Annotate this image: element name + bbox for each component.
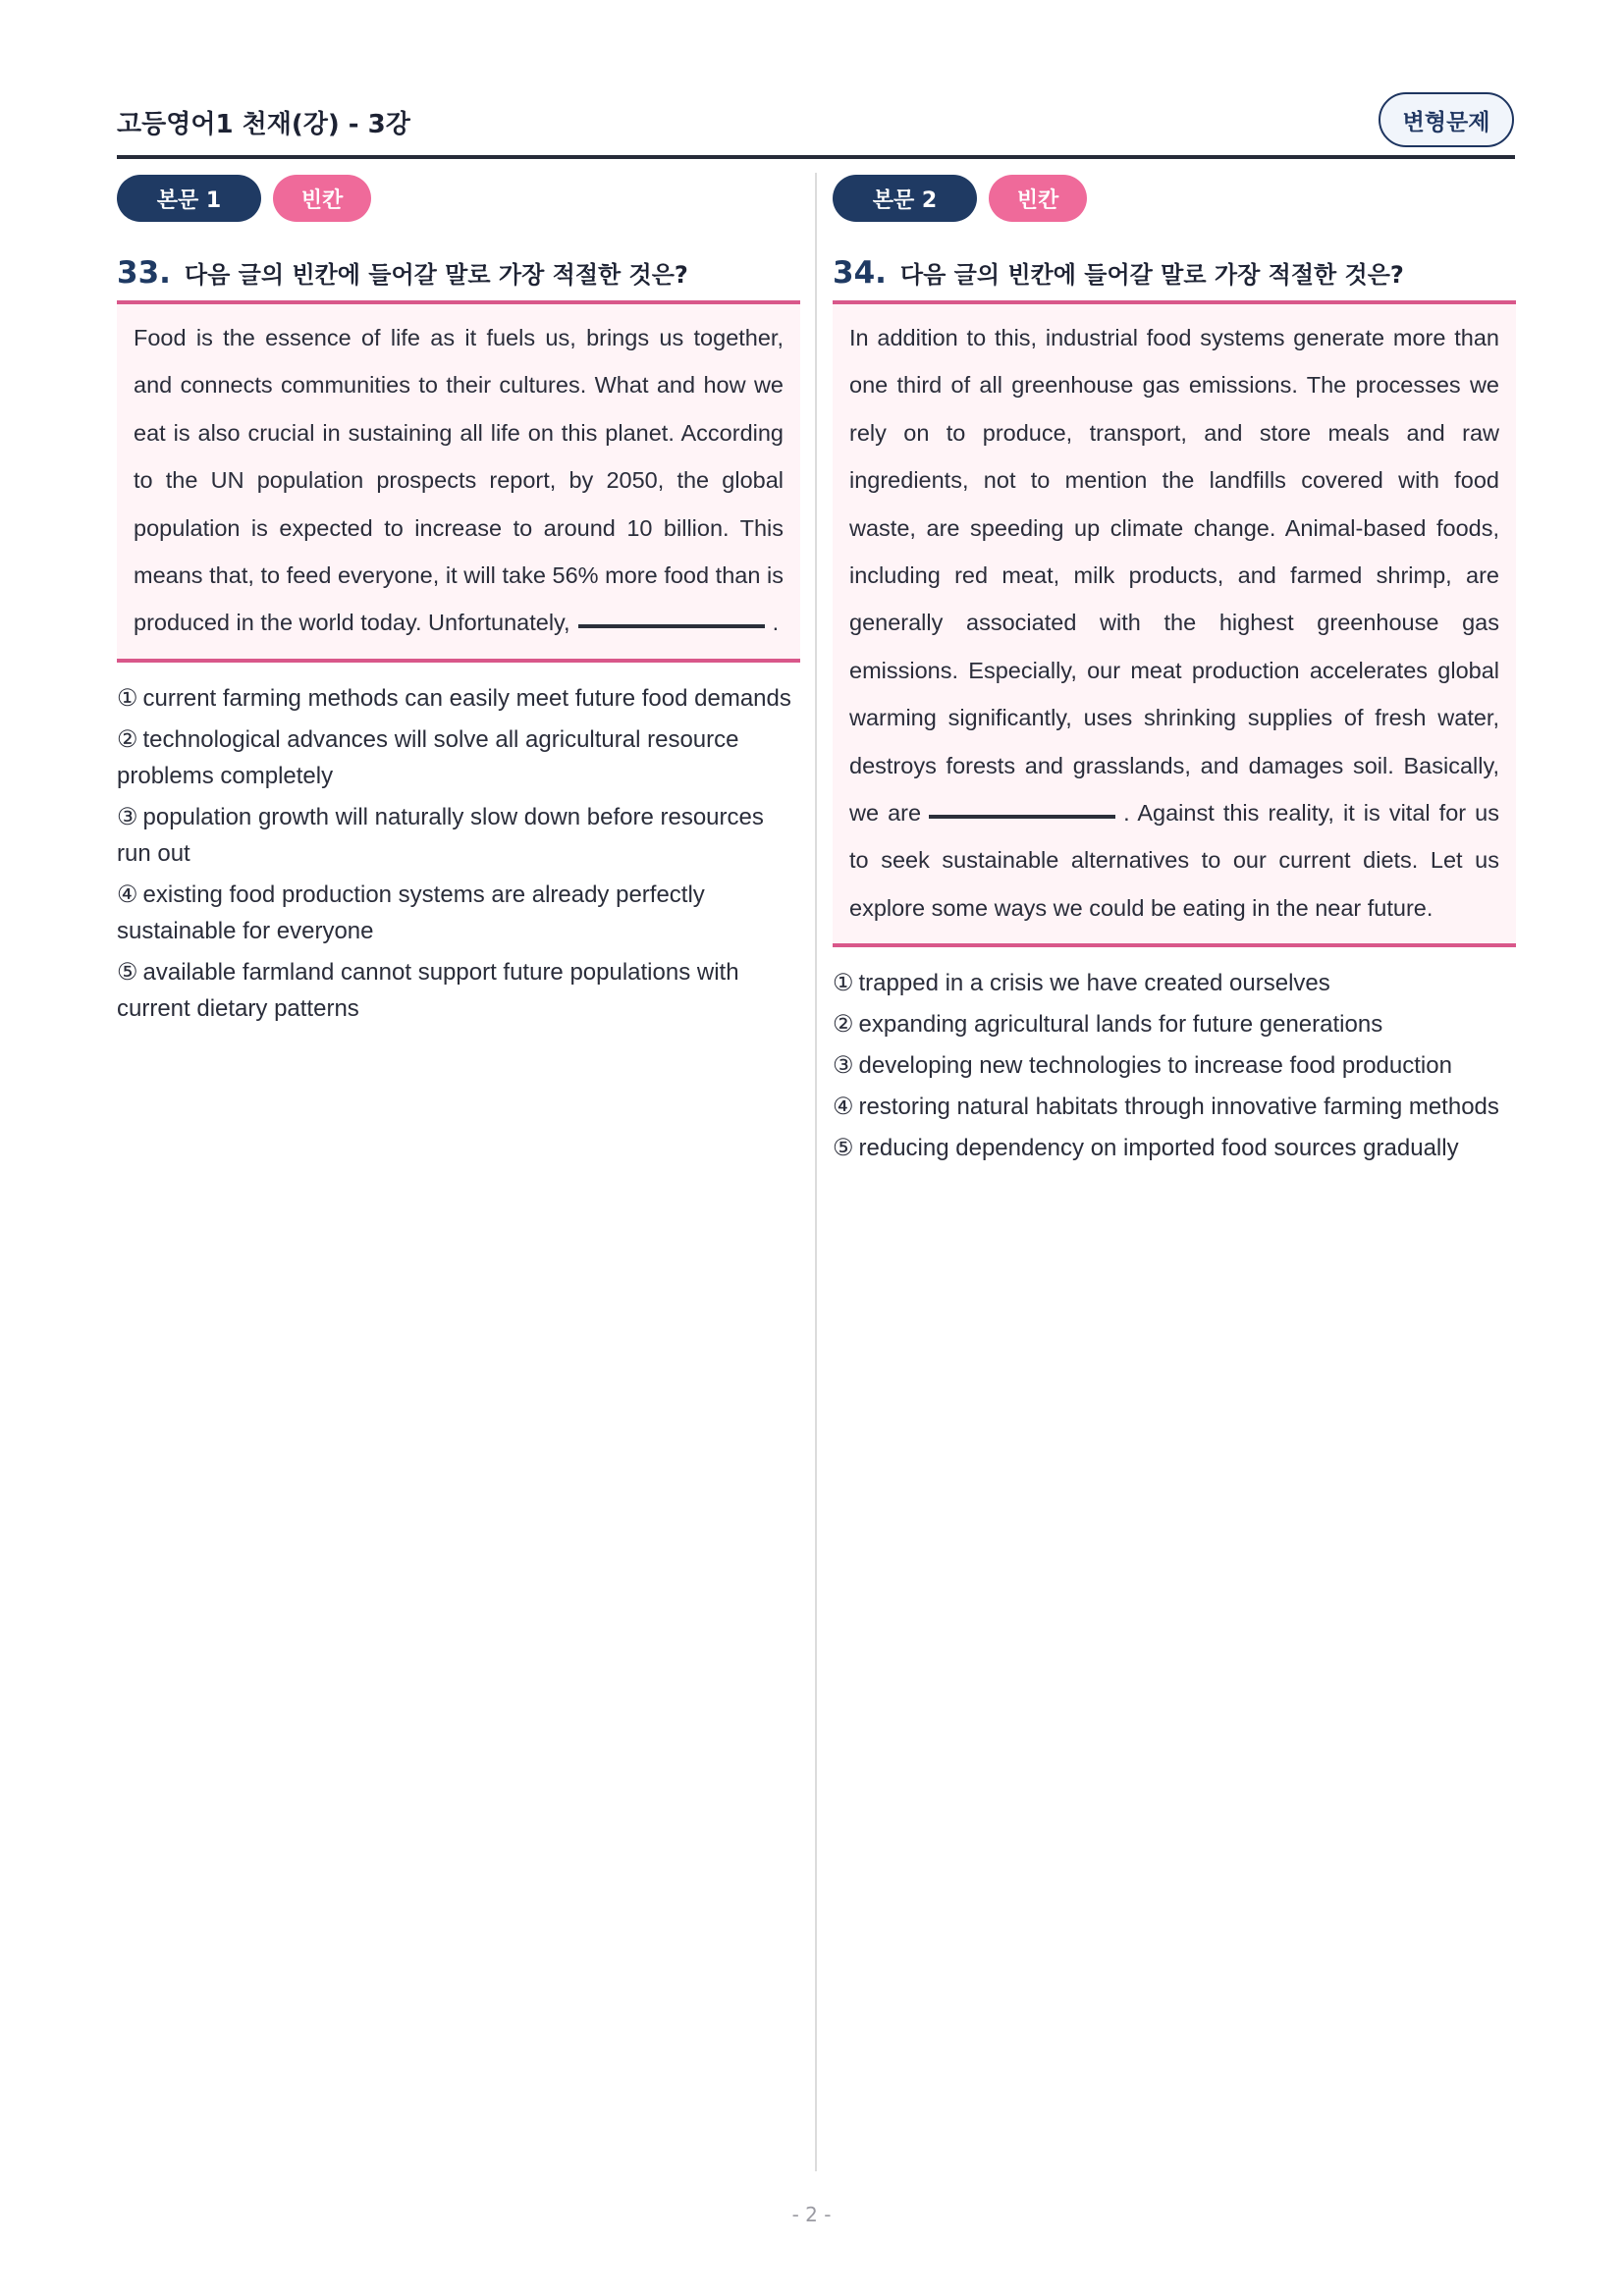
option-4[interactable] [833,1089,1516,1125]
answer-options [117,680,800,1027]
type-badge: 변형문제 [1379,92,1514,147]
option-text: available farmland cannot support future populations with current dietary patterns [117,958,739,1022]
passage-after-blank: . [772,610,780,636]
passage-after-blank: . Against this reality, it is vital for us to seek sustainable alternatives to our current diets. Let us explore some ways we could be eating in the near future. [849,800,1499,921]
option-mark: ⑤ [117,958,138,986]
question-tags [117,175,800,222]
option-3[interactable] [833,1047,1516,1084]
option-4[interactable] [117,877,800,949]
question-33 [117,175,800,1032]
question-number: 33. [117,255,171,291]
option-5[interactable] [117,954,800,1027]
option-text: developing new technologies to increase food production [858,1052,1452,1080]
question-header [833,255,1516,291]
question-header [117,255,800,291]
question-prompt: 다음 글의 빈칸에 들어갈 말로 가장 적절한 것은? [899,261,1404,289]
option-mark: ② [833,1011,854,1039]
option-text: existing food production systems are already perfectly sustainable for everyone [117,881,705,944]
passage-text [849,314,1499,932]
question-34 [833,175,1516,1171]
question-type-tag: 빈칸 [989,175,1087,222]
answer-blank [929,815,1115,819]
option-mark: ④ [117,881,138,908]
column-divider [815,173,817,2171]
option-text: restoring natural habitats through innovative farming methods [858,1094,1499,1121]
passage-tag: 본문 2 [833,175,977,222]
question-prompt: 다음 글의 빈칸에 들어갈 말로 가장 적절한 것은? [184,261,688,289]
option-2[interactable] [117,721,800,794]
question-tags [833,175,1516,222]
passage-box [117,300,800,663]
question-number: 34. [833,255,887,291]
option-text: expanding agricultural lands for future generations [858,1011,1383,1039]
option-mark: ② [117,725,138,753]
option-5[interactable] [833,1130,1516,1166]
option-mark: ① [833,970,854,997]
option-3[interactable] [117,799,800,872]
passage-text [134,314,784,647]
passage-before-blank: Food is the essence of life as it fuels us, brings us together, and connects communities to their cultures. What and how we eat is also crucial in sustaining all life on this planet. According to the UN population prospects report, by 2050, the global population is expected to increase to around 10 billion. This means that, to feed everyone, it will take 56% more food than is produced in the world today. Unfortunately, [134,325,784,636]
option-1[interactable] [117,680,800,717]
answer-options [833,965,1516,1166]
option-text: trapped in a crisis we have created ourselves [858,970,1330,997]
option-mark: ① [117,684,138,712]
option-mark: ③ [117,803,138,830]
option-text: current farming methods can easily meet future food demands [142,684,791,712]
answer-blank [578,624,765,628]
header-divider [117,155,1515,159]
question-type-tag: 빈칸 [273,175,371,222]
option-mark: ④ [833,1094,854,1121]
page-title: 고등영어1 천재(강) - 3강 [117,110,410,139]
passage-box [833,300,1516,947]
option-1[interactable] [833,965,1516,1001]
option-mark: ⑤ [833,1135,854,1162]
option-text: population growth will naturally slow down before resources run out [117,803,764,867]
page-number: - 2 - [791,2203,832,2226]
passage-tag: 본문 1 [117,175,261,222]
option-text: reducing dependency on imported food sources gradually [858,1135,1459,1162]
passage-before-blank: In addition to this, industrial food systems generate more than one third of all greenhouse gas emissions. The processes we rely on to produce, transport, and store meals and raw ingredients, not to mention the landfills covered with food waste, are speeding up climate change. Animal-based foods, including red meat, milk products, and farmed shrimp, are generally associated with the highest greenhouse gas emissions. Especially, our meat production accelerates global warming significantly, uses shrinking supplies of fresh water, destroys forests and grasslands, and damages soil. Basically, we are [849,325,1499,827]
option-text: technological advances will solve all agricultural resource problems completely [117,725,739,789]
option-mark: ③ [833,1052,854,1080]
option-2[interactable] [833,1006,1516,1042]
